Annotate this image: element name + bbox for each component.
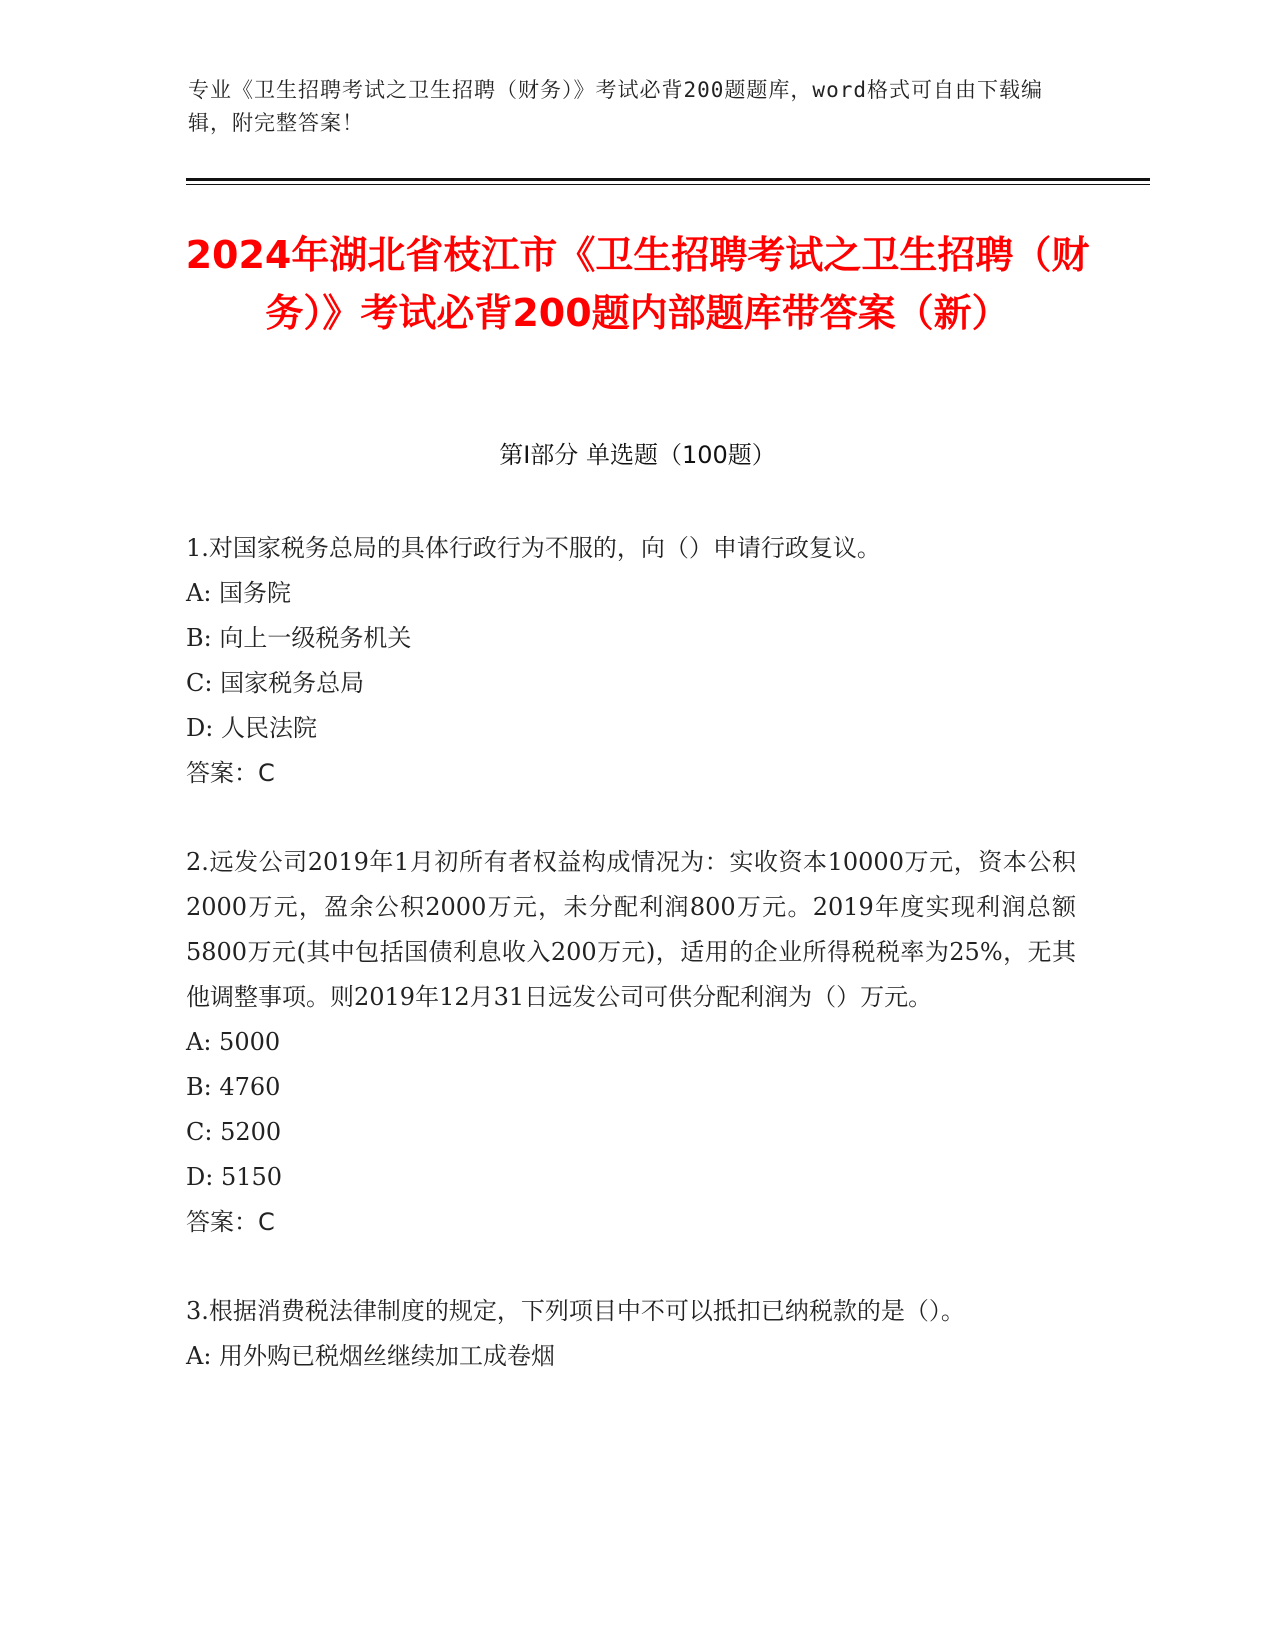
header-rule-thick (186, 178, 1150, 181)
option-a: A: 用外购已税烟丝继续加工成卷烟 (186, 1342, 556, 1370)
question-3 (186, 1289, 1076, 1379)
question-stem: 2.远发公司2019年1月初所有者权益构成情况为：实收资本10000万元，资本公积2000万元，盈余公积2000万元，未分配利润800万元。2019年度实现利润总额5800万元(其中包括国债利息收入200万元)，适用的企业所得税税率为25%，无其他调整事项。则2019年12月31日远发公司可供分配利润为（）万元。 (186, 848, 1076, 1011)
header-rule-thin (186, 184, 1150, 185)
question-list (186, 526, 1076, 1423)
header-note: 专业《卫生招聘考试之卫生招聘（财务）》考试必背200题题库，word格式可自由下载编辑，附完整答案！ (188, 78, 1043, 135)
option-d: D: 5150 (186, 1163, 283, 1191)
answer: 答案：C (186, 759, 275, 787)
question-2 (186, 840, 1076, 1245)
option-b: B: 向上一级税务机关 (186, 624, 412, 652)
section-heading: 第Ⅰ部分 单选题（100题） (499, 441, 776, 469)
option-c: C: 5200 (186, 1118, 282, 1146)
answer: 答案：C (186, 1208, 275, 1236)
option-a: A: 5000 (186, 1028, 281, 1056)
option-c: C: 国家税务总局 (186, 669, 365, 697)
option-b: B: 4760 (186, 1073, 281, 1101)
question-stem: 3.根据消费税法律制度的规定，下列项目中不可以抵扣已纳税款的是（）。 (186, 1297, 965, 1325)
document-title: 2024年湖北省枝江市《卫生招聘考试之卫生招聘（财务）》考试必背200题内部题库带答案（新） (185, 233, 1090, 335)
question-stem: 1.对国家税务总局的具体行政行为不服的，向（）申请行政复议。 (186, 534, 881, 562)
question-1 (186, 526, 1076, 796)
option-a: A: 国务院 (186, 579, 292, 607)
option-d: D: 人民法院 (186, 714, 317, 742)
